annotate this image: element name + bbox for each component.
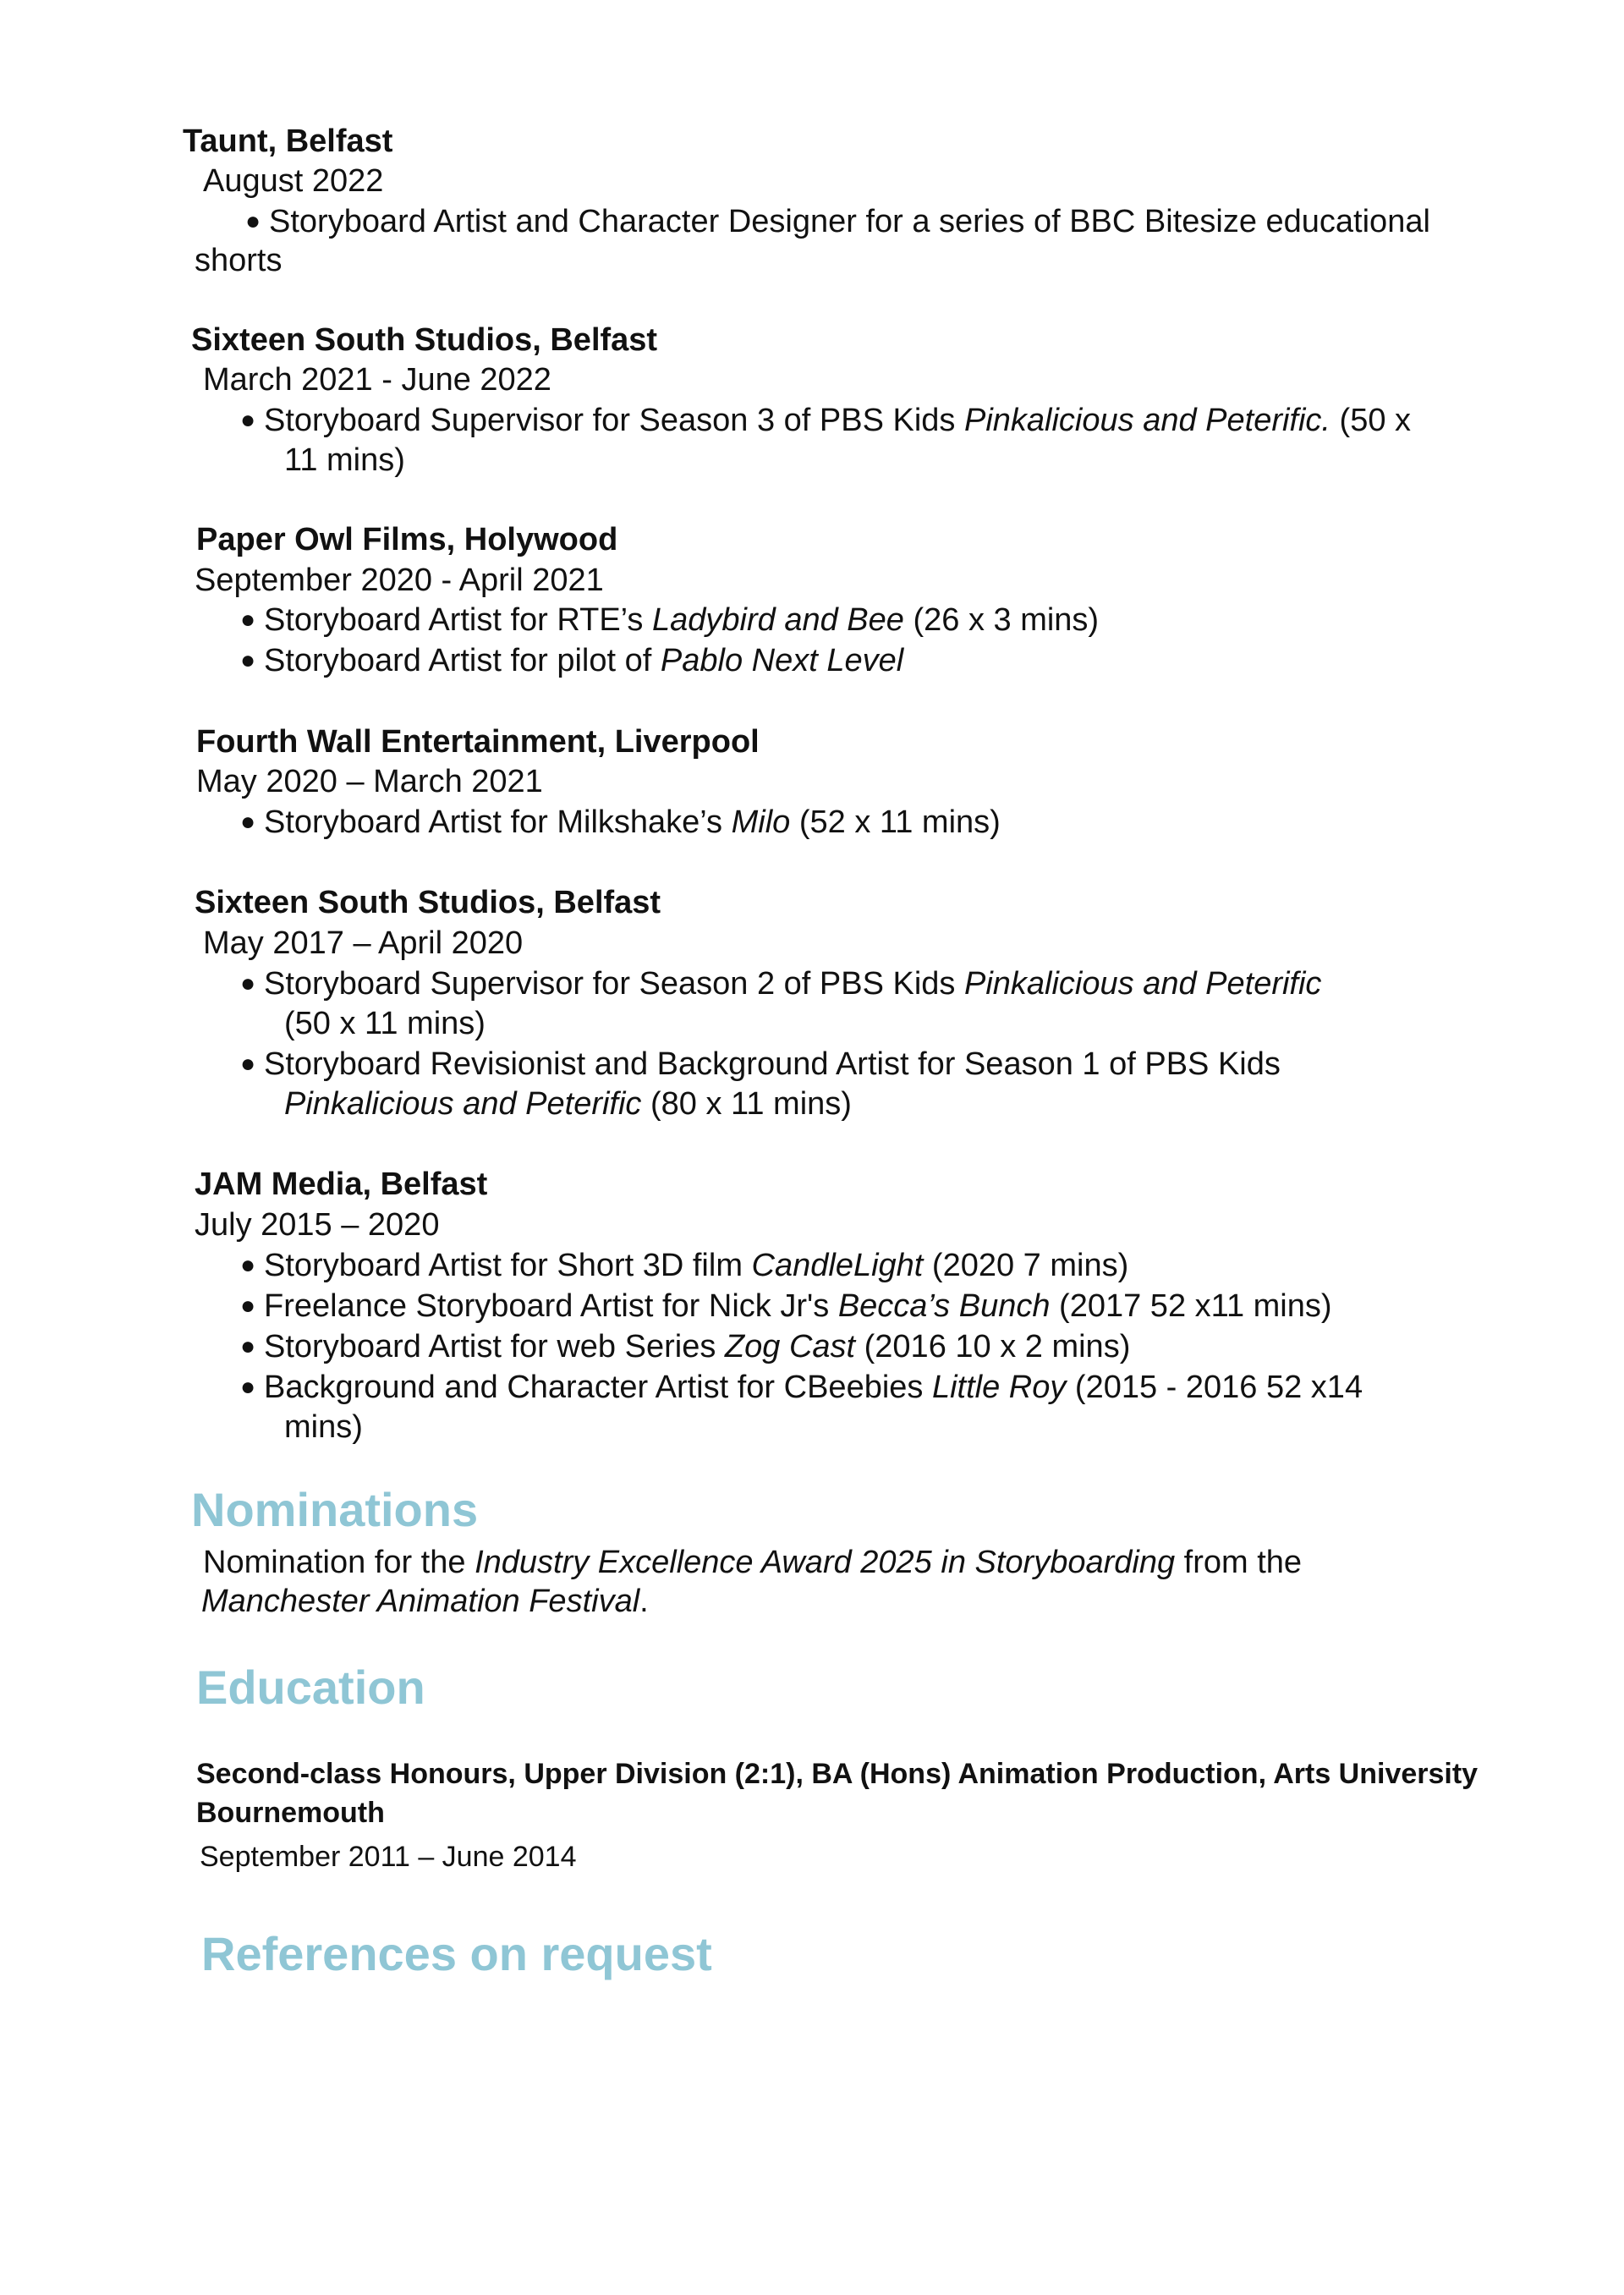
job-item: Storyboard Artist for web Series Zog Cast (2016 10 x 2 mins) (264, 1329, 1131, 1364)
job-item: Storyboard Supervisor for Season 3 of PBS Kids Pinkalicious and Peterific. (50 x (264, 403, 1412, 438)
bullet-icon: ● (240, 1292, 256, 1320)
degree-title: Second-class Honours, Upper Division (2:1), BA (Hons) Animation Production, Arts University (196, 1758, 1479, 1790)
job-item: Storyboard Artist and Character Designer for a series of BBC Bitesize educational (269, 204, 1430, 239)
company-name: JAM Media, Belfast (195, 1167, 488, 1202)
bullet-icon: ● (240, 1373, 256, 1401)
nomination-text-continuation: Manchester Animation Festival. (201, 1584, 649, 1619)
bullet-icon: ● (240, 1251, 256, 1279)
bullet-icon: ● (240, 646, 256, 674)
section-heading: References on request (201, 1927, 712, 1980)
company-name: Sixteen South Studios, Belfast (195, 885, 661, 920)
bullet-icon: ● (240, 606, 256, 634)
company-name: Sixteen South Studios, Belfast (191, 322, 658, 358)
job-item: Freelance Storyboard Artist for Nick Jr's Becca’s Bunch (2017 52 x11 mins) (264, 1288, 1332, 1324)
job-item-continuation: (50 x 11 mins) (284, 1006, 486, 1041)
bullet-icon: ● (240, 969, 256, 997)
company-name: Taunt, Belfast (183, 124, 393, 159)
job-item-continuation: shorts (195, 243, 283, 278)
degree-title-continuation: Bournemouth (196, 1797, 385, 1829)
job-item: Storyboard Artist for Short 3D film CandleLight (2020 7 mins) (264, 1248, 1129, 1283)
job-item-continuation: mins) (284, 1409, 363, 1445)
job-dates: September 2020 - April 2021 (195, 563, 604, 598)
bullet-icon: ● (240, 406, 256, 434)
job-dates: May 2020 – March 2021 (196, 764, 543, 799)
job-item: Storyboard Supervisor for Season 2 of PBS Kids Pinkalicious and Peterific (264, 966, 1322, 1002)
company-name: Fourth Wall Entertainment, Liverpool (196, 724, 760, 760)
job-dates: July 2015 – 2020 (195, 1207, 440, 1243)
bullet-icon: ● (245, 207, 261, 235)
bullet-icon: ● (240, 1332, 256, 1360)
job-item: Storyboard Artist for pilot of Pablo Next Level (264, 643, 904, 678)
section-heading: Education (196, 1661, 425, 1714)
section-heading: Nominations (191, 1483, 479, 1536)
job-dates: May 2017 – April 2020 (203, 925, 524, 961)
company-name: Paper Owl Films, Holywood (196, 522, 618, 557)
job-item: Storyboard Artist for RTE’s Ladybird and Bee (26 x 3 mins) (264, 602, 1100, 638)
job-item: Background and Character Artist for CBeebies Little Roy (2015 - 2016 52 x14 (264, 1370, 1363, 1405)
nomination-text: Nomination for the Industry Excellence Award 2025 in Storyboarding from the (203, 1545, 1303, 1580)
job-dates: March 2021 - June 2022 (203, 362, 551, 398)
job-dates: August 2022 (203, 163, 384, 199)
job-item: Storyboard Revisionist and Background Artist for Season 1 of PBS Kids (264, 1046, 1281, 1082)
job-item-continuation: Pinkalicious and Peterific (80 x 11 mins) (284, 1086, 852, 1122)
bullet-icon: ● (240, 808, 256, 836)
job-item-continuation: 11 mins) (284, 442, 405, 478)
bullet-icon: ● (240, 1050, 256, 1078)
job-item: Storyboard Artist for Milkshake’s Milo (52 x 11 mins) (264, 804, 1001, 840)
education-dates: September 2011 – June 2014 (200, 1841, 577, 1873)
